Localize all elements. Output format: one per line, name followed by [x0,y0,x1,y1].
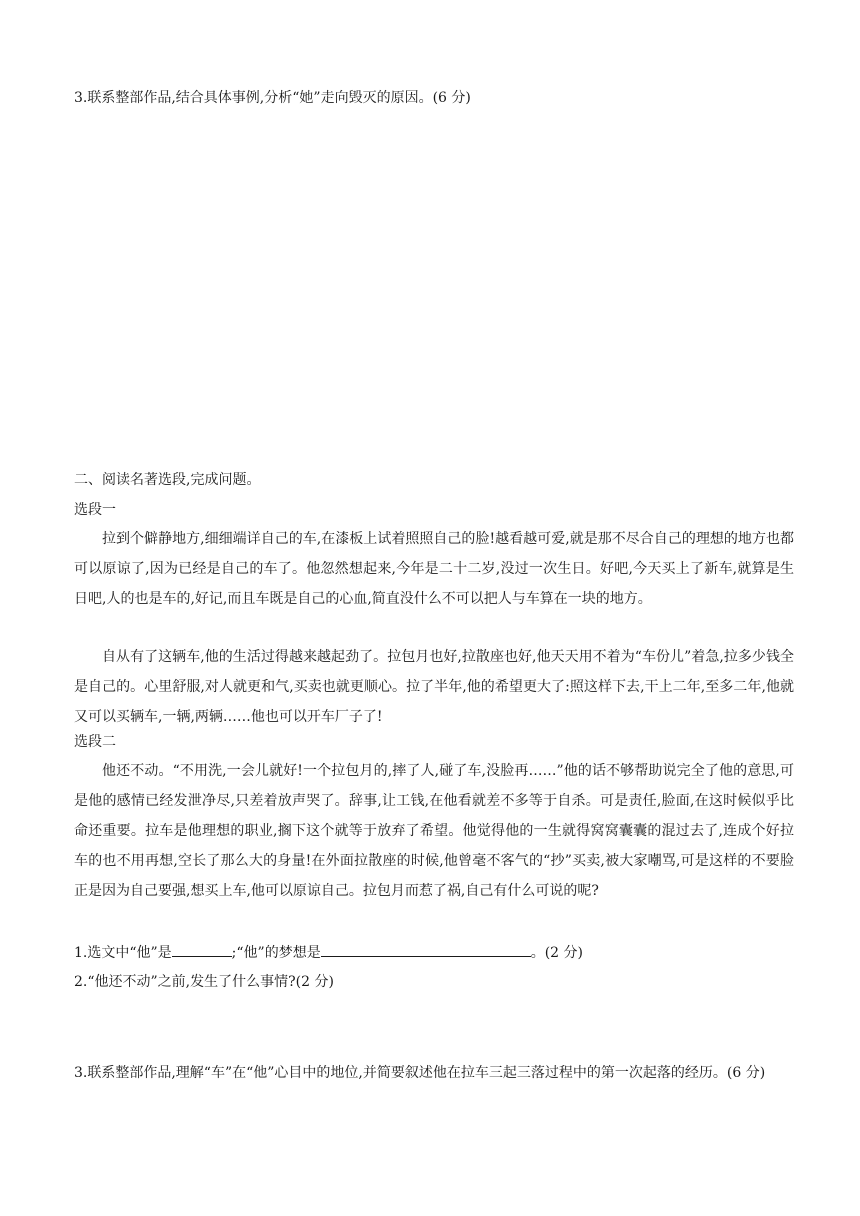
answer-blank-identity[interactable] [172,942,232,957]
excerpt-one-paragraph-two: 自从有了这辆车,他的生活过得越来越起劲了。拉包月也好,拉散座也好,他天天用不着为“车份儿”着急,拉多少钱全是自己的。心里舒服,对人就更和气,买卖也就更顺心。拉了半年,他的希望更大了:照这样下去,干上二年,至多二年,他就又可以买辆车,一辆,两辆……他也可以开车厂子了! [74,649,794,725]
question-3-part-two: 3.联系整部作品,理解“车”在“他”心目中的地位,并简要叙述他在拉车三起三落过程中的第一次起落的经历。(6 分) [74,1065,766,1081]
question-one-suffix: 。(2 分) [530,945,583,961]
section-two-heading: 二、阅读名著选段,完成问题。 [74,472,261,488]
excerpt-one-paragraph-one: 拉到个僻静地方,细细端详自己的车,在漆板上试着照照自己的脸!越看越可爱,就是那不尽合自己的理想的地方也都可以原谅了,因为已经是自己的车了。他忽然想起来,今年是二十二岁,没过一次生日。好吧,今天买上了新车,就算是生日吧,人的也是车的,好记,而且车既是自己的心血,简直没什么不可以把人与车算在一块的地方。 [74,531,794,607]
excerpt-one-label: 选段一 [74,502,116,518]
answer-space [74,120,794,460]
question-one-prefix: 1.选文中“他”是 [74,945,172,961]
question-3-part-one: 3.联系整部作品,结合具体事例,分析“她”走向毁灭的原因。(6 分) [74,90,471,106]
question-two: 2.“他还不动”之前,发生了什么事情?(2 分) [74,974,334,990]
question-one [74,942,583,963]
answer-blank-dream[interactable] [321,942,531,957]
excerpt-two-paragraph: 他还不动。“不用洗,一会儿就好!一个拉包月的,摔了人,碰了车,没脸再……”他的话不够帮助说完全了他的意思,可是他的感情已经发泄净尽,只差着放声哭了。辞事,让工钱,在他看就差不多等于自杀。可是责任,脸面,在这时候似乎比命还重要。拉车是他理想的职业,搁下这个就等于放弃了希望。他觉得他的一生就得窝窝囊囊的混过去了,连成个好拉车的也不用再想,空长了那么大的身量!在外面拉散座的时候,他曾毫不客气的“抄”买卖,被大家嘲骂,可是这样的不要脸正是因为自己要强,想买上车,他可以原谅自己。拉包月而惹了祸,自己有什么可说的呢? [74,763,794,899]
question-one-middle: ;“他”的梦想是 [231,945,321,961]
excerpt-two-label: 选段二 [74,734,116,750]
